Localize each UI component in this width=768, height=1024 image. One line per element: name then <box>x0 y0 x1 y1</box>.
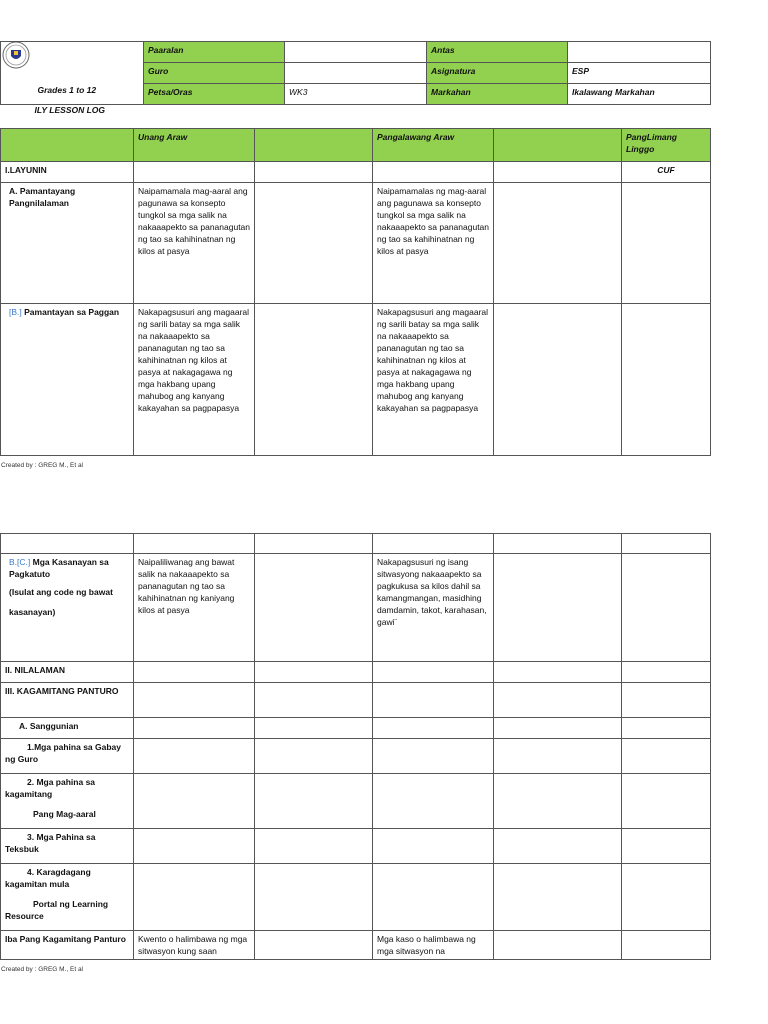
sanggunian-label: A. Sanggunian <box>1 718 134 739</box>
cell[interactable] <box>622 183 711 304</box>
iba-pang-kagamitang-label: Iba Pang Kagamitang Panturo <box>1 931 134 960</box>
cell[interactable] <box>373 534 494 554</box>
kasanayan-label: Mga Kasanayan sa Pagkatuto <box>9 557 109 579</box>
pamantayan-sa-paggan-cell <box>1 304 134 456</box>
unang-araw-iba-pang[interactable]: Kwento o halimbawa ng mga sitwasyon kung saan <box>134 931 255 960</box>
cell[interactable] <box>1 534 134 554</box>
petsa-label: Petsa/Oras <box>144 84 285 105</box>
col-header-panglimang-linggo: PangLimang Linggo <box>622 129 711 162</box>
cell[interactable] <box>255 304 373 456</box>
cell[interactable] <box>373 739 494 774</box>
cell[interactable] <box>494 183 622 304</box>
cell[interactable] <box>255 662 373 683</box>
cell[interactable] <box>373 774 494 829</box>
cell[interactable] <box>134 739 255 774</box>
karagdagang-kagamitan-cell <box>1 864 134 931</box>
markahan-label: Markahan <box>427 84 568 105</box>
paaralan-value[interactable] <box>285 42 427 63</box>
cell[interactable] <box>134 683 255 718</box>
cell[interactable] <box>134 534 255 554</box>
cell[interactable] <box>373 683 494 718</box>
cell[interactable] <box>494 534 622 554</box>
cell[interactable] <box>622 662 711 683</box>
cell[interactable] <box>373 829 494 864</box>
kagamitang-mag-aaral-label: 2. Mga pahina sa kagamitang <box>5 777 96 799</box>
cell[interactable] <box>373 162 494 183</box>
antas-value[interactable] <box>568 42 711 63</box>
cell[interactable] <box>622 304 711 456</box>
cell[interactable] <box>134 864 255 931</box>
cell[interactable] <box>134 162 255 183</box>
cell[interactable] <box>622 864 711 931</box>
cell[interactable] <box>494 162 622 183</box>
cell[interactable] <box>494 931 622 960</box>
asignatura-value[interactable]: ESP <box>568 63 711 84</box>
markahan-value[interactable]: Ikalawang Markahan <box>568 84 711 105</box>
cell[interactable] <box>494 554 622 662</box>
cell[interactable] <box>494 829 622 864</box>
karagdagang-kagamitan-label: 4. Karagdagang kagamitan mula <box>5 867 91 889</box>
col-header-blank <box>1 129 134 162</box>
guro-value[interactable] <box>285 63 427 84</box>
pangalawang-araw-paggan[interactable]: Nakapagsusuri ang magaaral ng sarili batay sa mga salik na nakaaapekto sa pananagutan ng tao sa kahihinatnan ng kilos at pasya at nakagagawa ng mga hakbang upang mahubog ang kanyang kakayahan sa pagpapasya <box>373 304 494 456</box>
teksbuk-label: 3. Mga Pahina sa Teksbuk <box>1 829 134 864</box>
cell[interactable] <box>622 739 711 774</box>
cell[interactable] <box>255 829 373 864</box>
cell[interactable] <box>494 864 622 931</box>
lesson-table-1 <box>0 128 711 456</box>
unang-araw-kasanayan[interactable]: Naipaliliwanag ang bawat salik na nakaaapekto sa pananagutan ng tao sa kahihinatnan ng kaniyang kilos at pasya <box>134 554 255 662</box>
cell[interactable] <box>255 718 373 739</box>
row-b-prefix: [B.] <box>9 307 22 317</box>
school-header-cell <box>1 42 144 115</box>
col-header-empty-4 <box>494 129 622 162</box>
kagamitang-panturo-label: III. KAGAMITANG PANTURO <box>1 683 134 718</box>
cell[interactable] <box>622 554 711 662</box>
guro-label: Guro <box>144 63 285 84</box>
portal-learning-resource-label: Portal ng Learning Resource <box>5 899 109 921</box>
cell[interactable] <box>494 718 622 739</box>
pang-mag-aaral-label: Pang Mag-aaral <box>33 809 96 819</box>
cell[interactable] <box>134 662 255 683</box>
kasanayan-cell <box>1 554 134 662</box>
nilalaman-label: II. NILALAMAN <box>1 662 134 683</box>
cell[interactable] <box>622 774 711 829</box>
cuf-label: CUF <box>622 162 711 183</box>
cell[interactable] <box>134 829 255 864</box>
footer-credit-2: Created by : GREG M., Et al <box>1 966 83 973</box>
cell[interactable] <box>255 183 373 304</box>
pangalawang-araw-pangnilalaman[interactable]: Naipamamalas ng mag-aaral ang pagunawa sa konsepto tungkol sa mga salik na nakaaapekto sa pananagutan ng tao sa kahihinatnan ng kilos at pasya <box>373 183 494 304</box>
cell[interactable] <box>134 774 255 829</box>
lesson-table-2 <box>0 533 711 960</box>
cell[interactable] <box>255 739 373 774</box>
cell[interactable] <box>255 162 373 183</box>
asignatura-label: Asignatura <box>427 63 568 84</box>
header-table <box>0 41 711 115</box>
pamantayang-pangnilalaman-label: A. Pamantayang Pangnilalaman <box>1 183 134 304</box>
cell[interactable] <box>622 534 711 554</box>
layunin-label: I.LAYUNIN <box>1 162 134 183</box>
grades-label: Grades 1 to 12 <box>37 84 97 95</box>
unang-araw-paggan[interactable]: Nakapagsusuri ang magaaral ng sarili batay sa mga salik na nakaaapekto sa pananagutan ng tao sa kahihinatnan ng kilos at pasya at nakagagawa ng mga hakbang upang mahubog ang kanyang kakayahan sa pagpapasya <box>134 304 255 456</box>
cell[interactable] <box>494 739 622 774</box>
kasanayan-note-2: kasanayan) <box>9 607 56 617</box>
col-header-pangalawang-araw: Pangalawang Araw <box>373 129 494 162</box>
cell[interactable] <box>494 304 622 456</box>
cell[interactable] <box>255 683 373 718</box>
cell[interactable] <box>373 718 494 739</box>
antas-label: Antas <box>427 42 568 63</box>
cell[interactable] <box>622 931 711 960</box>
paaralan-label: Paaralan <box>144 42 285 63</box>
cell[interactable] <box>622 829 711 864</box>
pangalawang-araw-kasanayan[interactable]: Nakapagsusuri ng isang sitwasyong nakaaapekto sa pagkukusa sa kilos dahil sa kamangmangan, masidhing damdamin, takot, karahasan, gawi¨ <box>373 554 494 662</box>
petsa-value[interactable]: WK3 <box>285 84 427 105</box>
cell[interactable] <box>622 683 711 718</box>
cell[interactable] <box>255 534 373 554</box>
footer-credit-1: Created by : GREG M., Et al <box>1 462 83 469</box>
cell[interactable] <box>255 774 373 829</box>
cell[interactable] <box>494 774 622 829</box>
unang-araw-pangnilalaman[interactable]: Naipamamala mag-aaral ang pagunawa sa konsepto tungkol sa mga salik na nakaaapekto sa pananagutan ng tao sa kahihinatnan ng kilos at pasya <box>134 183 255 304</box>
col-header-empty-2 <box>255 129 373 162</box>
cell[interactable] <box>373 662 494 683</box>
cell[interactable] <box>255 554 373 662</box>
row-c-prefix: B.[C.] <box>9 557 31 567</box>
cell[interactable] <box>494 683 622 718</box>
gabay-ng-guro-label: 1.Mga pahina sa Gabay ng Guro <box>1 739 134 774</box>
pamantayan-sa-paggan-label: Pamantayan sa Paggan <box>24 307 120 317</box>
cell[interactable] <box>373 864 494 931</box>
cell[interactable] <box>134 718 255 739</box>
lesson-log-title: ILY LESSON LOG <box>34 104 106 115</box>
cell[interactable] <box>622 718 711 739</box>
cell[interactable] <box>255 864 373 931</box>
cell[interactable] <box>494 662 622 683</box>
kagamitang-mag-aaral-cell <box>1 774 134 829</box>
col-header-unang-araw: Unang Araw <box>134 129 255 162</box>
kasanayan-note: (Isulat ang code ng bawat <box>9 587 113 597</box>
cell[interactable] <box>255 931 373 960</box>
pangalawang-araw-iba-pang[interactable]: Mga kaso o halimbawa ng mga sitwasyon na <box>373 931 494 960</box>
